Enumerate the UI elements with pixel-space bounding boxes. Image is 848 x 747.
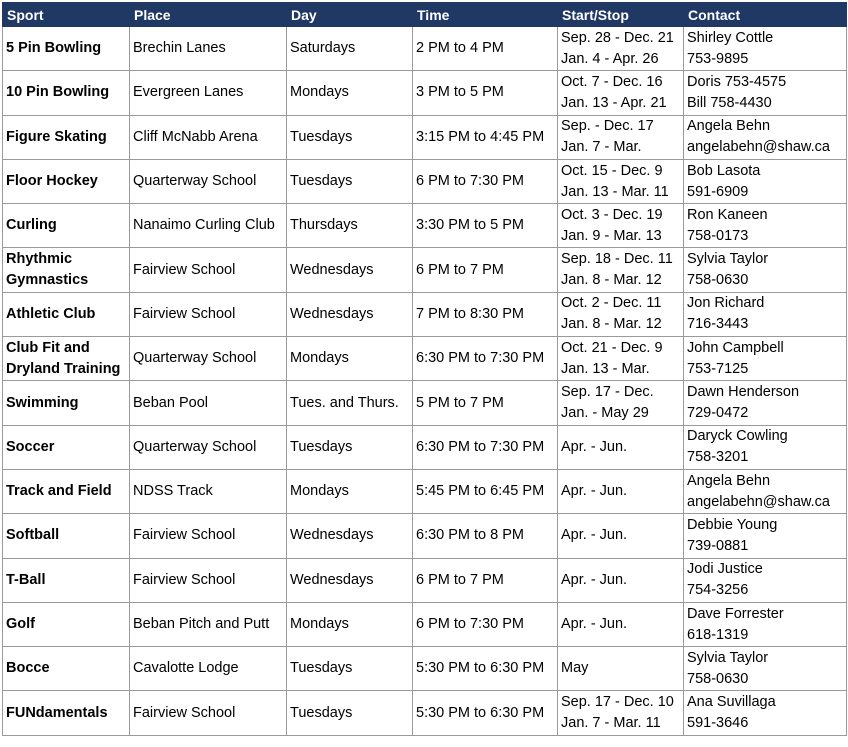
contact-cell	[684, 425, 847, 469]
sport-cell: T-Ball	[3, 558, 130, 602]
day-cell: Wednesdays	[287, 292, 413, 336]
contact-cell	[684, 337, 847, 381]
contact-detail: angelabehn@shaw.ca	[687, 139, 830, 156]
header-contact: Contact	[684, 3, 847, 27]
place-cell: Fairview School	[130, 691, 287, 735]
start-stop-cell	[558, 425, 684, 469]
day-cell: Wednesdays	[287, 248, 413, 292]
contact-detail: 591-6909	[687, 183, 749, 200]
contact-detail: 758-0630	[687, 272, 749, 289]
sports-schedule-table	[2, 2, 847, 736]
time-cell: 5 PM to 7 PM	[413, 381, 558, 425]
start-stop-cell	[558, 204, 684, 248]
contact-detail: 758-0173	[687, 227, 749, 244]
contact-cell	[684, 115, 847, 159]
sport-cell: FUNdamentals	[3, 691, 130, 735]
contact-name: Sylvia Taylor	[687, 649, 769, 666]
start-stop-cell	[558, 292, 684, 336]
date-range: Jan. 4 - Apr. 26	[561, 50, 659, 67]
date-range: Jan. 8 - Mar. 12	[561, 316, 662, 333]
date-range: May	[561, 660, 589, 677]
place-cell: NDSS Track	[130, 469, 287, 513]
start-stop-cell	[558, 691, 684, 735]
date-range: Sep. - Dec. 17	[561, 118, 654, 135]
date-range: Sep. 28 - Dec. 21	[561, 29, 674, 46]
contact-cell	[684, 469, 847, 513]
time-cell: 3:15 PM to 4:45 PM	[413, 115, 558, 159]
day-cell: Mondays	[287, 71, 413, 115]
day-cell: Mondays	[287, 602, 413, 646]
table-row	[3, 159, 847, 203]
place-cell: Quarterway School	[130, 159, 287, 203]
time-cell: 6:30 PM to 7:30 PM	[413, 337, 558, 381]
day-cell: Tuesdays	[287, 691, 413, 735]
contact-name: Debbie Young	[687, 516, 778, 533]
contact-cell	[684, 691, 847, 735]
contact-detail: 618-1319	[687, 626, 749, 643]
place-cell: Cliff McNabb Arena	[130, 115, 287, 159]
header-time: Time	[413, 3, 558, 27]
contact-cell	[684, 558, 847, 602]
contact-detail: 753-9895	[687, 50, 749, 67]
contact-detail: angelabehn@shaw.ca	[687, 493, 830, 510]
start-stop-cell	[558, 71, 684, 115]
contact-name: Sylvia Taylor	[687, 251, 769, 268]
time-cell: 6 PM to 7 PM	[413, 248, 558, 292]
table-row	[3, 691, 847, 735]
contact-detail: 739-0881	[687, 537, 749, 554]
header-start-stop: Start/Stop	[558, 3, 684, 27]
contact-name: Ana Suvillaga	[687, 694, 776, 711]
table-row	[3, 381, 847, 425]
table-row	[3, 425, 847, 469]
date-range: Jan. 13 - Apr. 21	[561, 94, 667, 111]
sport-cell: Figure Skating	[3, 115, 130, 159]
contact-name: Shirley Cottle	[687, 29, 774, 46]
contact-name: Dawn Henderson	[687, 384, 800, 401]
start-stop-cell	[558, 514, 684, 558]
place-cell: Beban Pitch and Putt	[130, 602, 287, 646]
date-range: Sep. 18 - Dec. 11	[561, 251, 673, 268]
time-cell: 6 PM to 7:30 PM	[413, 159, 558, 203]
date-range: Oct. 3 - Dec. 19	[561, 206, 663, 223]
contact-cell	[684, 248, 847, 292]
table-row	[3, 602, 847, 646]
sport-cell: Athletic Club	[3, 292, 130, 336]
start-stop-cell	[558, 647, 684, 691]
contact-cell	[684, 292, 847, 336]
start-stop-cell	[558, 602, 684, 646]
contact-detail: Bill 758-4430	[687, 94, 772, 111]
date-range: Jan. 13 - Mar.	[561, 360, 650, 377]
date-range: Oct. 21 - Dec. 9	[561, 339, 663, 356]
date-range: Apr. - Jun.	[561, 571, 628, 588]
contact-cell	[684, 647, 847, 691]
sport-cell: Club Fit and Dryland Training	[3, 337, 130, 381]
time-cell: 5:45 PM to 6:45 PM	[413, 469, 558, 513]
sport-cell: 5 Pin Bowling	[3, 27, 130, 71]
date-range: Oct. 2 - Dec. 11	[561, 295, 662, 312]
sport-cell: Softball	[3, 514, 130, 558]
table-header	[3, 3, 847, 27]
start-stop-cell	[558, 27, 684, 71]
day-cell: Tuesdays	[287, 115, 413, 159]
start-stop-cell	[558, 381, 684, 425]
start-stop-cell	[558, 248, 684, 292]
day-cell: Wednesdays	[287, 514, 413, 558]
time-cell: 2 PM to 4 PM	[413, 27, 558, 71]
start-stop-cell	[558, 337, 684, 381]
day-cell: Thursdays	[287, 204, 413, 248]
day-cell: Tuesdays	[287, 159, 413, 203]
contact-detail: 716-3443	[687, 316, 749, 333]
contact-cell	[684, 159, 847, 203]
day-cell: Tuesdays	[287, 425, 413, 469]
place-cell: Beban Pool	[130, 381, 287, 425]
start-stop-cell	[558, 558, 684, 602]
place-cell: Fairview School	[130, 248, 287, 292]
date-range: Apr. - Jun.	[561, 527, 628, 544]
day-cell: Saturdays	[287, 27, 413, 71]
table-row	[3, 337, 847, 381]
sport-cell: 10 Pin Bowling	[3, 71, 130, 115]
sport-cell: Rhythmic Gymnastics	[3, 248, 130, 292]
contact-name: Jon Richard	[687, 295, 765, 312]
table-row	[3, 115, 847, 159]
contact-detail: 758-3201	[687, 449, 749, 466]
date-range: Apr. - Jun.	[561, 483, 628, 500]
place-cell: Brechin Lanes	[130, 27, 287, 71]
sport-cell: Floor Hockey	[3, 159, 130, 203]
time-cell: 3:30 PM to 5 PM	[413, 204, 558, 248]
contact-name: Angela Behn	[687, 472, 771, 489]
table-row	[3, 27, 847, 71]
contact-name: Daryck Cowling	[687, 428, 788, 445]
start-stop-cell	[558, 469, 684, 513]
contact-name: Ron Kaneen	[687, 206, 768, 223]
time-cell: 6 PM to 7 PM	[413, 558, 558, 602]
date-range: Jan. 9 - Mar. 13	[561, 227, 662, 244]
start-stop-cell	[558, 115, 684, 159]
date-range: Jan. - May 29	[561, 405, 649, 422]
table-row	[3, 514, 847, 558]
table-row	[3, 292, 847, 336]
contact-name: Jodi Justice	[687, 561, 763, 578]
header-place: Place	[130, 3, 287, 27]
date-range: Sep. 17 - Dec. 10	[561, 694, 674, 711]
contact-detail: 753-7125	[687, 360, 749, 377]
time-cell: 5:30 PM to 6:30 PM	[413, 647, 558, 691]
date-range: Jan. 7 - Mar.	[561, 139, 642, 156]
header-day: Day	[287, 3, 413, 27]
table-row	[3, 647, 847, 691]
place-cell: Fairview School	[130, 514, 287, 558]
contact-name: Doris 753-4575	[687, 73, 787, 90]
sport-cell: Curling	[3, 204, 130, 248]
place-cell: Nanaimo Curling Club	[130, 204, 287, 248]
day-cell: Mondays	[287, 337, 413, 381]
place-cell: Evergreen Lanes	[130, 71, 287, 115]
table-body	[3, 27, 847, 736]
place-cell: Fairview School	[130, 558, 287, 602]
place-cell: Quarterway School	[130, 337, 287, 381]
time-cell: 6:30 PM to 8 PM	[413, 514, 558, 558]
time-cell: 7 PM to 8:30 PM	[413, 292, 558, 336]
contact-name: John Campbell	[687, 339, 784, 356]
contact-detail: 758-0630	[687, 670, 749, 687]
table-row	[3, 469, 847, 513]
contact-detail: 729-0472	[687, 405, 749, 422]
table-row	[3, 204, 847, 248]
day-cell: Wednesdays	[287, 558, 413, 602]
table-row	[3, 558, 847, 602]
place-cell: Fairview School	[130, 292, 287, 336]
sport-cell: Track and Field	[3, 469, 130, 513]
date-range: Apr. - Jun.	[561, 438, 628, 455]
date-range: Jan. 7 - Mar. 11	[561, 715, 661, 732]
sport-cell: Swimming	[3, 381, 130, 425]
contact-cell	[684, 27, 847, 71]
header-sport: Sport	[3, 3, 130, 27]
contact-name: Dave Forrester	[687, 605, 784, 622]
sport-cell: Soccer	[3, 425, 130, 469]
day-cell: Mondays	[287, 469, 413, 513]
contact-cell	[684, 71, 847, 115]
day-cell: Tues. and Thurs.	[287, 381, 413, 425]
place-cell: Quarterway School	[130, 425, 287, 469]
contact-name: Angela Behn	[687, 118, 771, 135]
date-range: Jan. 8 - Mar. 12	[561, 272, 662, 289]
contact-cell	[684, 204, 847, 248]
date-range: Sep. 17 - Dec.	[561, 384, 654, 401]
sport-cell: Bocce	[3, 647, 130, 691]
sport-cell: Golf	[3, 602, 130, 646]
date-range: Apr. - Jun.	[561, 616, 628, 632]
contact-detail: 754-3256	[687, 582, 749, 599]
start-stop-cell	[558, 159, 684, 203]
day-cell: Tuesdays	[287, 647, 413, 691]
header-row	[3, 3, 847, 27]
contact-detail: 591-3646	[687, 715, 749, 732]
time-cell: 5:30 PM to 6:30 PM	[413, 691, 558, 735]
date-range: Oct. 15 - Dec. 9	[561, 162, 663, 179]
table-row	[3, 248, 847, 292]
date-range: Oct. 7 - Dec. 16	[561, 73, 663, 90]
time-cell: 3 PM to 5 PM	[413, 71, 558, 115]
contact-cell	[684, 602, 847, 646]
date-range: Jan. 13 - Mar. 11	[561, 183, 669, 200]
contact-cell	[684, 514, 847, 558]
place-cell: Cavalotte Lodge	[130, 647, 287, 691]
table-row	[3, 71, 847, 115]
contact-cell	[684, 381, 847, 425]
contact-name: Bob Lasota	[687, 162, 761, 179]
time-cell: 6 PM to 7:30 PM	[413, 602, 558, 646]
time-cell: 6:30 PM to 7:30 PM	[413, 425, 558, 469]
